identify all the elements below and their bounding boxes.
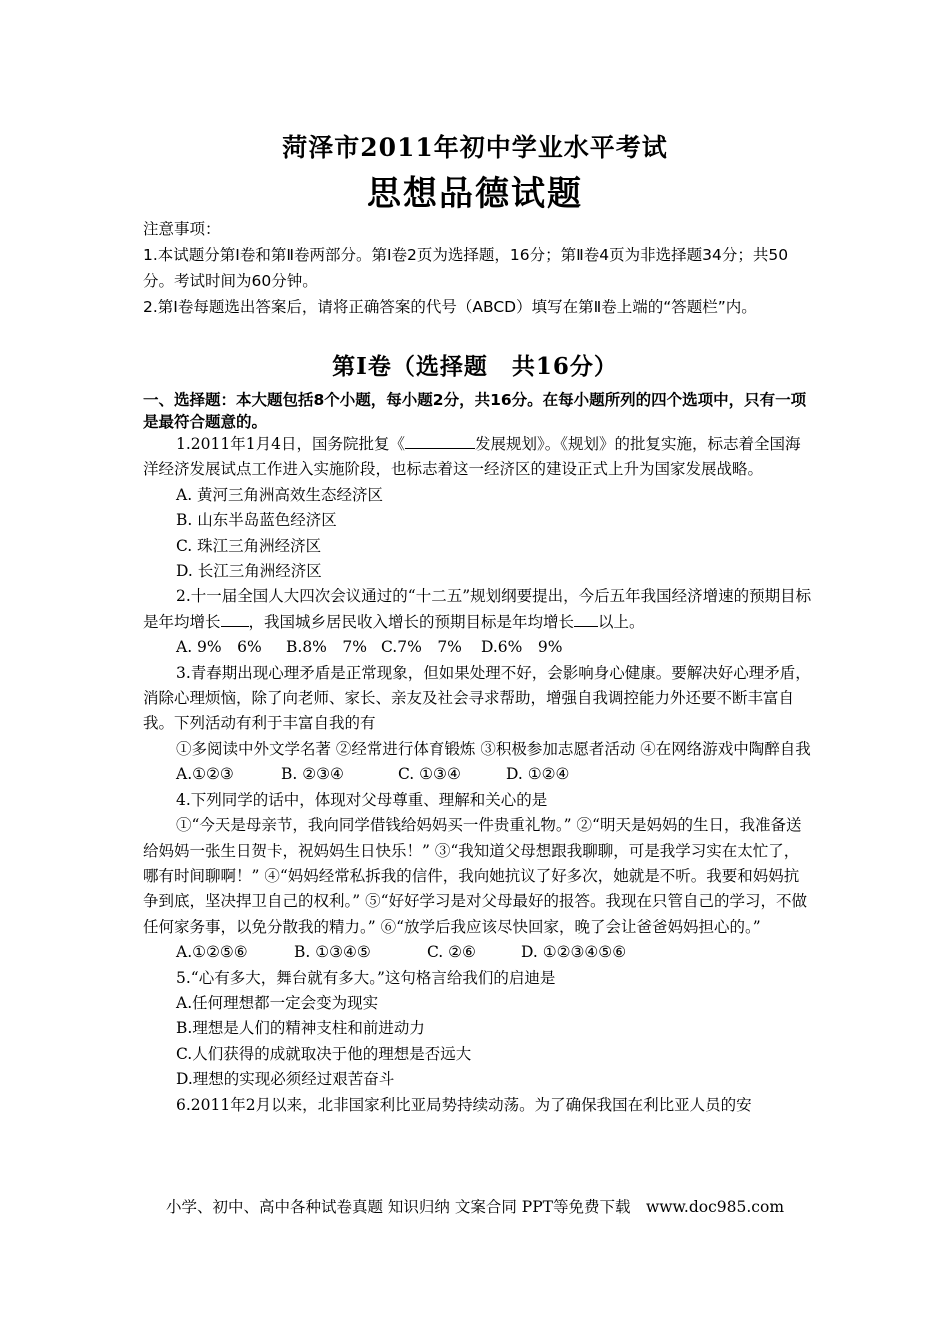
q1-option-b: B. 山东半岛蓝色经济区 (176, 511, 337, 530)
q3-choice-d: D. ①②④ (506, 765, 570, 784)
q2-stem-part-a: 2.十一届全国人大四次会议通过的“十二五”规划纲要提出，今后五年我国经济增速的预期目标是年均增长 (143, 587, 812, 631)
notice-block (143, 216, 813, 320)
question-3-stem: 3.青春期出现心理矛盾是正常现象，但如果处理不好，会影响身心健康。要解决好心理矛盾，消除心理烦恼，除了向老师、家长、亲友及社会寻求帮助，增强自我调控能力外还要不断丰富自我。下列活动有利于丰富自我的有 (143, 663, 811, 733)
question-2-stem (143, 584, 813, 635)
q5-option-c: C.人们获得的成就取决于他的理想是否远大 (176, 1044, 472, 1063)
notice-item-1: 1.本试题分第Ⅰ卷和第Ⅱ卷两部分。第Ⅰ卷2页为选择题，16分；第Ⅱ卷4页为非选择题34分；共50分。考试时间为60分钟。 (143, 246, 789, 290)
questions (143, 432, 813, 1118)
q3-choice-a: A.①②③ (176, 765, 234, 784)
q2-choice-b: B.8% 7% (286, 638, 367, 657)
q5-option-b: B.理想是人们的精神支柱和前进动力 (176, 1019, 425, 1038)
q2-stem-part-b: ，我国城乡居民收入增长的预期目标是年均增长 (248, 612, 575, 631)
notice-item-2: 2.第Ⅰ卷每题选出答案后，请将正确答案的代号（ABCD）填写在第Ⅱ卷上端的“答题栏”内。 (143, 298, 757, 316)
q3-choices (143, 762, 813, 787)
question-1-stem (143, 432, 813, 483)
q1-stem-part-a: 1.2011年1月4日，国务院批复《 (176, 435, 405, 453)
q2-choice-a: A. 9% 6% (176, 638, 262, 657)
answer-blank (574, 610, 598, 627)
q1-option-c: C. 珠江三角洲经济区 (176, 536, 322, 555)
q4-choices (143, 940, 813, 965)
page-footer: 小学、初中、高中各种试卷真题 知识归纳 文案合同 PPT等免费下载 www.doc985.com (165, 1198, 785, 1216)
q4-choice-b: B. ①③④⑤ (294, 943, 371, 962)
q1-option-a: A. 黄河三角洲高效生态经济区 (176, 485, 384, 504)
section-intro: 一、选择题：本大题包括8个小题，每小题2分，共16分。在每小题所列的四个选项中，只有一项是最符合题意的。 (143, 391, 807, 431)
q2-choice-c: C.7% 7% (381, 638, 462, 657)
q5-option-a: A.任何理想都一定会变为现实 (176, 993, 379, 1012)
question-4-stem: 4.下列同学的话中，体现对父母尊重、理解和关心的是 (176, 790, 548, 809)
question-6-stem: 6.2011年2月以来，北非国家利比亚局势持续动荡。为了确保我国在利比亚人员的安 (176, 1095, 752, 1114)
q4-choice-c: C. ②⑥ (427, 943, 476, 962)
section-title: 第Ⅰ卷（选择题 共16分） (332, 353, 618, 380)
q3-choice-b: B. ②③④ (281, 765, 344, 784)
q1-stem-part-b: 发展规划》。《规划》的批复实施，标志着全国海洋经济发展试点工作进入实施阶段，也标志着这一经济区的建设正式上升为国家发展战略。 (143, 435, 801, 479)
q4-choice-d: D. ①②③④⑤⑥ (521, 943, 627, 962)
answer-blank (405, 432, 475, 449)
notice-heading: 注意事项： (143, 220, 221, 238)
q3-items: ①多阅读中外文学名著 ②经常进行体育锻炼 ③积极参加志愿者活动 ④在网络游戏中陶醉自我 (176, 739, 811, 758)
exam-title: 菏泽市2011年初中学业水平考试 (282, 133, 668, 162)
exam-subtitle: 思想品德试题 (367, 174, 583, 214)
q3-choice-c: C. ①③④ (398, 765, 461, 784)
q1-option-d: D. 长江三角洲经济区 (176, 562, 322, 581)
question-5-stem: 5.“心有多大，舞台就有多大。”这句格言给我们的启迪是 (176, 968, 556, 987)
q5-option-d: D.理想的实现必须经过艰苦奋斗 (176, 1070, 395, 1089)
q2-choice-d: D.6% 9% (481, 638, 563, 657)
q4-choice-a: A.①②⑤⑥ (176, 943, 248, 962)
q4-items: ①“今天是母亲节，我向同学借钱给妈妈买一件贵重礼物。” ②“明天是妈妈的生日，我准备送给妈妈一张生日贺卡，祝妈妈生日快乐！” ③“我知道父母想跟我聊聊，可是我学习实在太忙了，哪有时间聊啊！” ④“妈妈经常私拆我的信件，我向她抗议了好多次，她就是不听。我要和妈妈抗争到底，坚决捍卫自己的权利。” ⑤“好好学习是对父母最好的报答。我现在只管自己的学习，不做任何家务事，以免分散我的精力。” ⑥“放学后我应该尽快回家，晚了会让爸爸妈妈担心的。” (143, 816, 808, 936)
answer-blank (221, 610, 249, 627)
q2-stem-part-c: 以上。 (598, 612, 645, 631)
q2-choices (143, 635, 813, 660)
